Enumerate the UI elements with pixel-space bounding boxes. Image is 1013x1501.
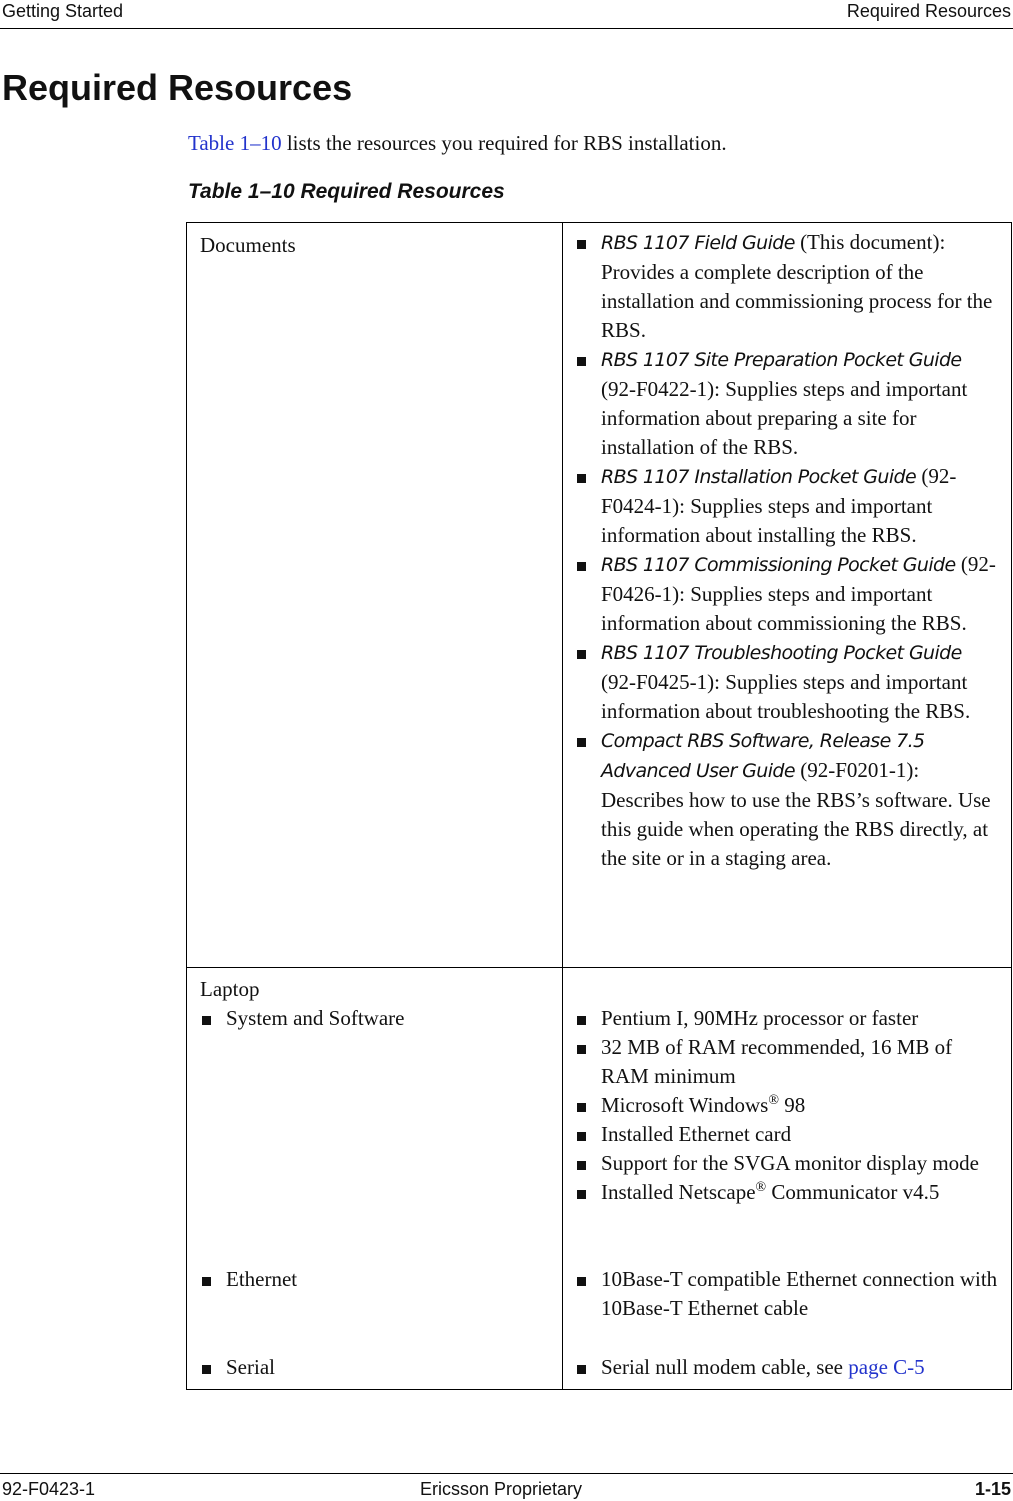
header-section: Getting Started — [2, 1, 124, 21]
intro-text: lists the resources you required for RBS installation. — [281, 131, 727, 155]
system-requirements-list — [575, 1004, 1001, 1207]
document-title: RBS 1107 Site Preparation Pocket Guide — [601, 349, 962, 371]
document-number: 92-F0423-1 — [2, 1479, 96, 1499]
netscape-name: Installed Netscape — [601, 1180, 756, 1204]
document-title: RBS 1107 Installation Pocket Guide — [601, 466, 917, 488]
list-item — [575, 1353, 1001, 1382]
document-title: RBS 1107 Commissioning Pocket Guide — [601, 554, 956, 576]
list-item — [575, 228, 1001, 345]
list-item: Support for the SVGA monitor display mode — [575, 1149, 1001, 1178]
column-divider — [562, 223, 563, 1389]
document-description: (92-F0425-1): Supplies steps and important information about troubleshooting the RBS. — [601, 670, 971, 723]
document-description: (92-F0422-1): Supplies steps and important information about preparing a site for installation of the RBS. — [601, 377, 968, 459]
list-item: 10Base-T compatible Ethernet connection with 10Base-T Ethernet cable — [575, 1265, 1001, 1323]
page-number: 1-15 — [974, 1479, 1011, 1499]
document-title: Compact RBS Software, Release 7.5 Advanced User Guide — [601, 730, 925, 782]
list-item: 32 MB of RAM recommended, 16 MB of RAM minimum — [575, 1033, 1001, 1091]
system-software-label: System and Software — [200, 1004, 550, 1033]
document-title: RBS 1107 Troubleshooting Pocket Guide — [601, 642, 962, 664]
system-label-list — [200, 1004, 550, 1033]
ethernet-label: Ethernet — [200, 1265, 550, 1294]
registered-mark: ® — [768, 1093, 779, 1108]
list-item — [575, 1178, 1001, 1207]
document-title: RBS 1107 Field Guide — [601, 232, 795, 254]
system-requirements-cell — [575, 1004, 1001, 1207]
serial-requirement-list — [575, 1353, 1001, 1382]
list-item — [575, 550, 1001, 638]
ethernet-label-list — [200, 1265, 550, 1294]
list-item: Pentium I, 90MHz processor or faster — [575, 1004, 1001, 1033]
document-description: (92-F0424-1): Supplies steps and important information about installing the RBS. — [601, 464, 957, 547]
ethernet-requirement-cell — [575, 1265, 1001, 1323]
list-item — [575, 345, 1001, 462]
row-divider — [187, 967, 1011, 968]
page-reference-link[interactable]: page C-5 — [848, 1355, 925, 1379]
serial-label-list — [200, 1353, 550, 1382]
document-description: (This document): Provides a complete description of the installation and commissioning process for the RBS. — [601, 230, 993, 342]
system-label-cell — [200, 1004, 550, 1033]
page-footer — [0, 1473, 1013, 1501]
laptop-label: Laptop — [200, 977, 260, 1001]
serial-text: Serial null modem cable, see — [601, 1355, 849, 1379]
document-description: (92-F0426-1): Supplies steps and important information about commissioning the RBS. — [601, 552, 996, 635]
header-title: Required Resources — [846, 1, 1011, 21]
documents-label: Documents — [200, 233, 296, 257]
table-caption: Table 1–10 Required Resources — [188, 180, 505, 203]
windows-name: Microsoft Windows — [601, 1093, 769, 1117]
documents-list — [575, 228, 1001, 873]
documents-list-cell — [575, 228, 1001, 873]
list-item: Installed Ethernet card — [575, 1120, 1001, 1149]
list-item — [575, 1091, 1001, 1120]
resources-table — [186, 222, 1012, 1390]
ethernet-label-cell — [200, 1265, 550, 1294]
list-item — [575, 726, 1001, 873]
document-description: (92-F0201-1): Describes how to use the RBS’s software. Use this guide when operating the RBS directly, at the site or in a staging area. — [601, 758, 991, 870]
windows-version: 98 — [778, 1093, 806, 1117]
list-item — [575, 462, 1001, 550]
serial-label-cell — [200, 1353, 550, 1382]
page-header — [0, 0, 1013, 29]
serial-requirement-cell — [575, 1353, 1001, 1382]
list-item — [575, 638, 1001, 726]
page-title: Required Resources — [2, 67, 353, 108]
serial-label: Serial — [200, 1353, 550, 1382]
netscape-version: Communicator v4.5 — [766, 1180, 940, 1204]
intro-paragraph — [188, 131, 727, 156]
registered-mark: ® — [755, 1180, 767, 1195]
table-reference-link[interactable]: Table 1–10 — [188, 131, 282, 155]
proprietary-notice: Ericsson Proprietary — [420, 1479, 583, 1499]
ethernet-requirement-list — [575, 1265, 1001, 1323]
